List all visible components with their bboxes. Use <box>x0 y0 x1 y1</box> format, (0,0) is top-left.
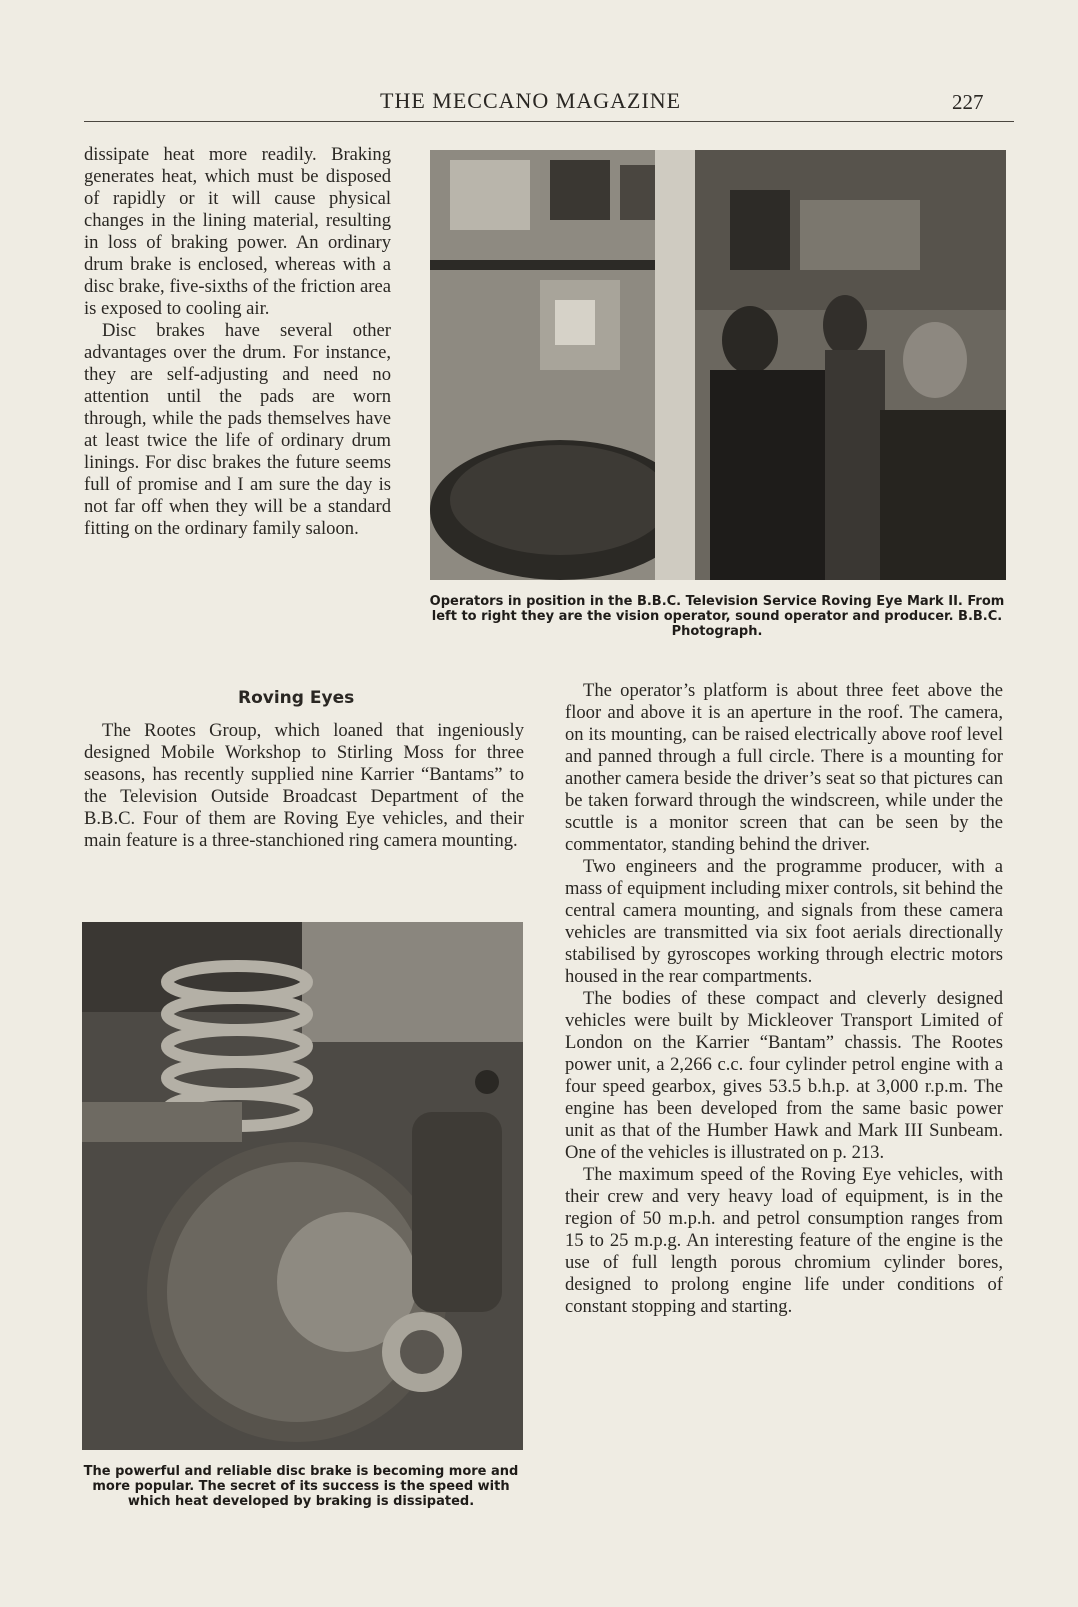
photo-disc-brake <box>82 922 523 1450</box>
photo-caption-bottom: The powerful and reliable disc brake is becoming more and more popular. The secret of its success is the speed with which heat developed by braking is dissipated. <box>83 1464 519 1509</box>
paragraph: dissipate heat more readily. Braking generates heat, which must be disposed of rapidly or it will cause physical changes in the lining material, resulting in loss of braking power. An ordinary drum brake is enclosed, whereas with a disc brake, five-sixths of the friction area is exposed to cooling air. <box>84 144 391 319</box>
header-title: THE MECCANO MAGAZINE <box>380 88 682 113</box>
article-column-left-top <box>84 144 391 540</box>
article-column-left-bottom <box>84 720 524 852</box>
paragraph: The operator’s platform is about three feet above the floor and above it is an aperture in the roof. The camera, on its mounting, can be raised electrically above roof level and panned through a full circle. There is a mounting for another camera beside the driver’s seat so that pictures can be taken forward through the windscreen, while under the scuttle is a monitor screen that can be seen by the commentator, standing behind the driver. <box>565 680 1003 855</box>
paragraph: The maximum speed of the Roving Eye vehicles, with their crew and very heavy load of equipment, is in the region of 50 m.p.h. and petrol consumption ranges from 15 to 25 m.p.g. An interesting feature of the engine is the use of full length porous chromium cylinder bores, designed to prolong engine life under conditions of constant stopping and starting. <box>565 1164 1003 1317</box>
page-number: 227 <box>952 90 984 114</box>
photo-caption-top: Operators in position in the B.B.C. Television Service Roving Eye Mark II. From left to right they are the vision operator, sound operator and producer. B.B.C. Photograph. <box>429 594 1005 639</box>
photo-tv-operators <box>430 150 1006 580</box>
paragraph: Two engineers and the programme producer, with a mass of equipment including mixer controls, sit behind the central camera mounting, and signals from these camera vehicles are transmitted via six foot aerials directionally stabilised by gyroscopes working through electric motors housed in the rear compartments. <box>565 856 1003 987</box>
paragraph: Disc brakes have several other advantages over the drum. For instance, they are self-adjusting and need no attention until the pads are worn through, while the pads themselves have at least twice the life of ordinary drum linings. For disc brakes the future seems full of promise and I am sure the day is not far off when they will be a standard fitting on the ordinary family saloon. <box>84 320 391 539</box>
paragraph: The bodies of these compact and cleverly designed vehicles were built by Mickleover Transport Limited of London on the Karrier “Bantam” chassis. The Rootes power unit, a 2,266 c.c. four cylinder petrol engine with a four speed gearbox, gives 53.5 b.h.p. at 3,000 r.p.m. The engine has been developed from the same basic power unit as that of the Humber Hawk and Mark III Sunbeam. One of the vehicles is illustrated on p. 213. <box>565 988 1003 1163</box>
header-rule <box>84 121 1014 122</box>
article-column-right <box>565 680 1003 1318</box>
paragraph: The Rootes Group, which loaned that ingeniously designed Mobile Workshop to Stirling Moss for three seasons, has recently supplied nine Karrier “Bantams” to the Television Outside Broadcast Department of the B.B.C. Four of them are Roving Eye vehicles, and their main feature is a three-stanchioned ring camera mounting. <box>84 720 524 851</box>
section-heading: Roving Eyes <box>238 688 355 708</box>
